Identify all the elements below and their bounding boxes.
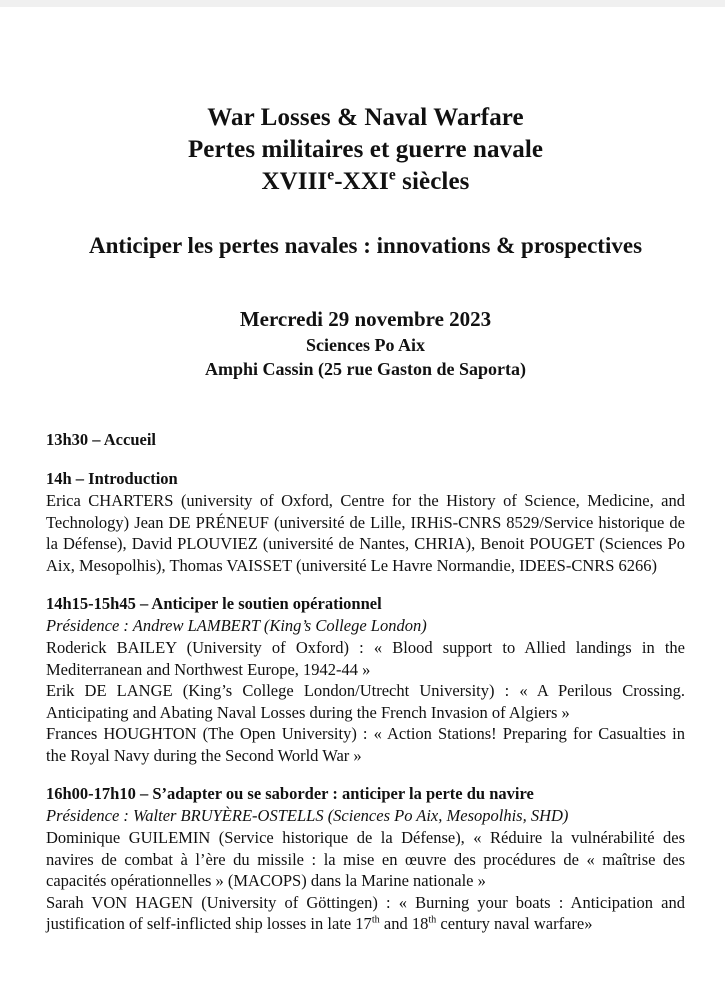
talk-two-part-a: Sarah VON HAGEN (University of Göttingen) : « Burning your boats : Anticipation and justification of self-inflicted ship losses in late 17 (46, 892, 685, 933)
centuries-sup-1: e (327, 166, 335, 184)
session-one (46, 593, 685, 766)
schedule (46, 429, 685, 935)
session-introduction-heading: 14h – Introduction (46, 469, 178, 488)
talk-two-part-b: and 18 (379, 914, 429, 933)
venue-block (46, 305, 685, 381)
title-block (46, 102, 685, 198)
title-line-english: War Losses & Naval Warfare (207, 104, 524, 131)
top-edge-strip (0, 0, 725, 7)
centuries-part-c: siècles (395, 168, 470, 195)
session-introduction (46, 468, 685, 576)
talk-two-part-c: century naval warfare» (436, 914, 593, 933)
session-one-heading: 14h15-15h45 – Anticiper le soutien opérationnel (46, 594, 382, 613)
event-room: Amphi Cassin (25 rue Gaston de Saporta) (204, 359, 527, 379)
session-introduction-body: Erica CHARTERS (university of Oxford, Centre for the History of Science, Medicine, and Technology) Jean DE PRÉNEUF (université de Lille, IRHiS-CNRS 8529/Service historique de la Défense), David PLOUVIEZ (université de Nantes, CHRIA), Benoit POUGET (Sciences Po Aix, Mesopolhis), Thomas VAISSET (université Le Havre Normandie, IDEES-CNRS 6266) (46, 491, 685, 575)
talk-two-sup-2: th (428, 914, 437, 926)
document-page (0, 102, 725, 935)
event-institution: Sciences Po Aix (306, 335, 425, 355)
session-two-chair: Présidence : Walter BRUYÈRE-OSTELLS (Sciences Po Aix, Mesopolhis, SHD) (46, 806, 569, 825)
centuries-part-a: XVIII (261, 168, 328, 195)
session-one-talk-3: Frances HOUGHTON (The Open University) : « Action Stations! Preparing for Casualties in the Royal Navy during the Second World War » (46, 724, 685, 765)
title-line-french: Pertes militaires et guerre navale (187, 136, 544, 163)
centuries-part-b: -XXI (334, 168, 389, 195)
title-line-centuries (46, 166, 685, 198)
session-two-talk-1: Dominique GUILEMIN (Service historique de la Défense), « Réduire la vulnérabilité des navires de combat à l’ère du missile : la mise en œuvre des procédures de « maîtrise des capacités opérationnelles » (MACOPS) dans la Marine nationale » (46, 828, 685, 890)
event-date: Mercredi 29 novembre 2023 (239, 307, 492, 331)
session-one-talk-2: Erik DE LANGE (King’s College London/Utrecht University) : « A Perilous Crossing. Anticipating and Abating Naval Losses during the French Invasion of Algiers » (46, 681, 685, 722)
session-welcome (46, 429, 685, 451)
session-two (46, 783, 685, 935)
talk-two-sup-1: th (371, 914, 380, 926)
session-two-talk-2 (46, 892, 685, 935)
centuries-sup-2: e (388, 166, 396, 184)
session-one-chair: Présidence : Andrew LAMBERT (King’s College London) (46, 616, 427, 635)
session-two-heading: 16h00-17h10 – S’adapter ou se saborder : anticiper la perte du navire (46, 784, 534, 803)
session-welcome-heading: 13h30 – Accueil (46, 430, 156, 449)
session-one-talk-1: Roderick BAILEY (University of Oxford) : « Blood support to Allied landings in the Mediterranean and Northwest Europe, 1942-44 » (46, 638, 685, 679)
subtitle: Anticiper les pertes navales : innovations & prospectives (88, 233, 643, 258)
